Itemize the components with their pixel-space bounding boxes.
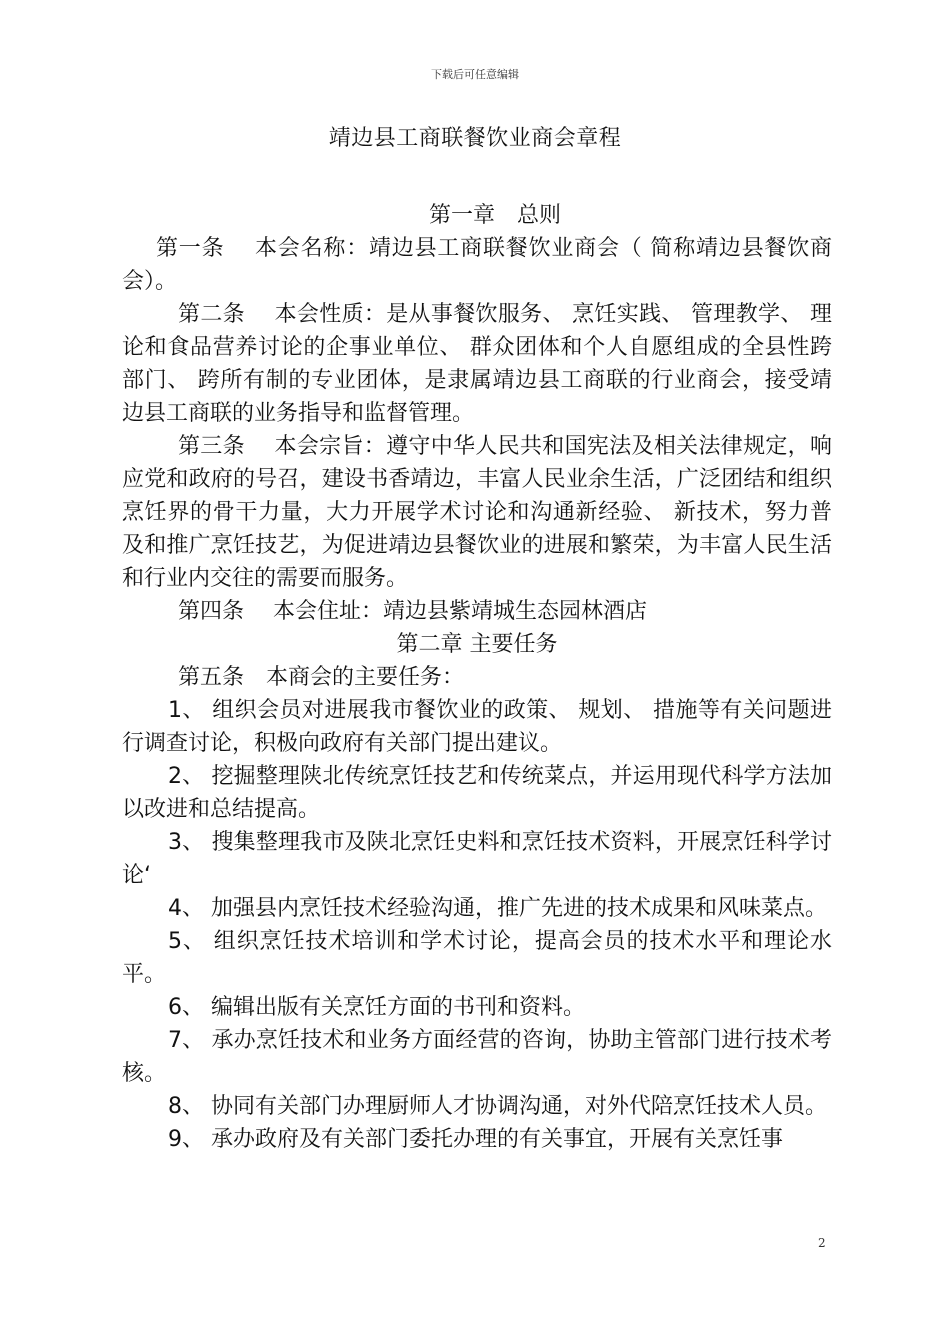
task-item: 9、 承办政府及有关部门委托办理的有关事宜，开展有关烹饪事 — [168, 1127, 783, 1152]
task-item: 2、 挖掘整理陕北传统烹饪技艺和传统菜点，并运用现代科学方法加以改进和总结提高。 — [122, 764, 832, 822]
article-3: 第三条 本会宗旨：遵守中华人民共和国宪法及相关法律规定，响应党和政府的号召，建设书香靖边，丰富人民业余生活，广泛团结和组织烹饪界的骨干力量，大力开展学术讨论和沟通新经验、 新技术，努力普及和推广烹饪技艺，为促进靖边县餐饮业的进展和繁荣，为丰富人民生活和行业内交往的需要而服务。 — [122, 434, 832, 591]
page-number: 2 — [818, 1236, 826, 1250]
chapter-1-heading: 第一章 总则 — [428, 203, 561, 228]
task-item: 6、 编辑出版有关烹饪方面的书刊和资料。 — [168, 995, 585, 1020]
article-2: 第二条 本会性质：是从事餐饮服务、 烹饪实践、 管理教学、 理论和食品营养讨论的企事业单位、 群众团体和个人自愿组成的全县性跨部门、 跨所有制的专业团体，是隶属靖边县工商联的行业商会，接受靖边县工商联的业务指导和监督管理。 — [122, 302, 832, 426]
header-note: 下载后可任意编辑 — [431, 68, 519, 81]
document-body — [122, 199, 832, 1156]
article-4: 第四条 本会住址：靖边县紫靖城生态园林酒店 — [178, 599, 647, 624]
article-5: 第五条 本商会的主要任务： — [178, 665, 465, 690]
task-item: 1、 组织会员对进展我市餐饮业的政策、 规划、 措施等有关问题进行调查讨论，积极向政府有关部门提出建议。 — [122, 698, 832, 756]
chapter-2-heading: 第二章 主要任务 — [396, 632, 558, 657]
task-item: 7、 承办烹饪技术和业务方面经营的咨询，协助主管部门进行技术考核。 — [122, 1028, 832, 1086]
article-1: 第一条 本会名称：靖边县工商联餐饮业商会（ 简称靖边县餐饮商会）。 — [122, 236, 832, 294]
task-item: 3、 搜集整理我市及陕北烹饪史料和烹饪技术资料，开展烹饪科学讨论‘ — [122, 830, 832, 888]
document-title: 靖边县工商联餐饮业商会章程 — [328, 126, 622, 151]
task-item: 4、 加强县内烹饪技术经验沟通，推广先进的技术成果和风味菜点。 — [168, 896, 827, 921]
task-item: 8、 协同有关部门办理厨师人才协调沟通，对外代陪烹饪技术人员。 — [168, 1094, 827, 1119]
task-item: 5、 组织烹饪技术培训和学术讨论，提高会员的技术水平和理论水平。 — [122, 929, 832, 987]
